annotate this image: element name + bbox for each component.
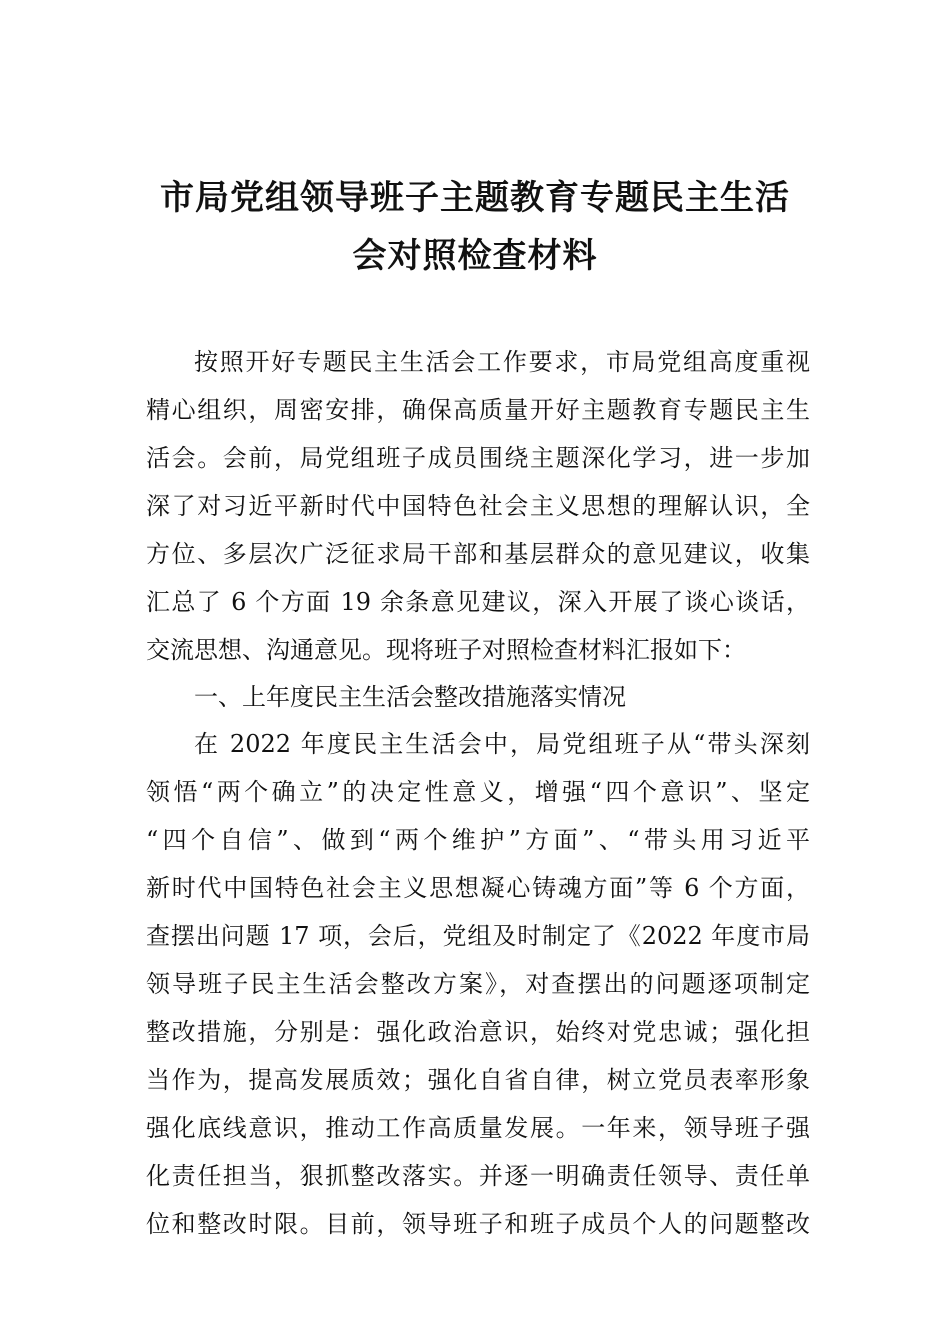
- section-1-line-2: 领悟“两个确立”的决定性意义，增强“四个意识”、坚定: [146, 778, 810, 806]
- section-1-line-5: 查摆出问题 17 项，会后，党组及时制定了《2022 年度市局: [146, 922, 810, 950]
- intro-line-1: 按照开好专题民主生活会工作要求，市局党组高度重视: [194, 348, 810, 376]
- intro-line-6: 汇总了 6 个方面 19 余条意见建议，深入开展了谈心谈话，: [146, 588, 810, 616]
- section-1-line-6: 领导班子民主生活会整改方案》，对查摆出的问题逐项制定: [146, 970, 810, 998]
- section-1-line-1: 在 2022 年度民主生活会中，局党组班子从“带头深刻: [194, 730, 810, 758]
- intro-line-3: 活会。会前，局党组班子成员围绕主题深化学习，进一步加: [146, 444, 810, 472]
- section-1-line-10: 化责任担当，狠抓整改落实。并逐一明确责任领导、责任单: [146, 1162, 810, 1190]
- document-title-line-1: 市局党组领导班子主题教育专题民主生活: [160, 178, 790, 218]
- section-1-line-3: “四个自信”、做到“两个维护”方面”、“带头用习近平: [146, 826, 810, 854]
- section-1-line-7: 整改措施，分别是：强化政治意识，始终对党忠诚；强化担: [146, 1018, 810, 1046]
- document-title-line-2: 会对照检查材料: [352, 236, 598, 276]
- intro-line-5: 方位、多层次广泛征求局干部和基层群众的意见建议，收集: [146, 540, 810, 568]
- intro-line-7: 交流思想、沟通意见。现将班子对照检查材料汇报如下：: [146, 636, 746, 664]
- section-1-heading: 一、上年度民主生活会整改措施落实情况: [194, 683, 626, 711]
- intro-line-4: 深了对习近平新时代中国特色社会主义思想的理解认识，全: [146, 492, 810, 520]
- section-1-line-9: 强化底线意识，推动工作高质量发展。一年来，领导班子强: [146, 1114, 810, 1142]
- intro-line-2: 精心组织，周密安排，确保高质量开好主题教育专题民主生: [146, 396, 810, 424]
- section-1-line-4: 新时代中国特色社会主义思想凝心铸魂方面”等 6 个方面，: [146, 874, 810, 902]
- section-1-line-8: 当作为，提高发展质效；强化自省自律，树立党员表率形象: [146, 1066, 810, 1094]
- section-1-line-11: 位和整改时限。目前，领导班子和班子成员个人的问题整改: [146, 1210, 810, 1238]
